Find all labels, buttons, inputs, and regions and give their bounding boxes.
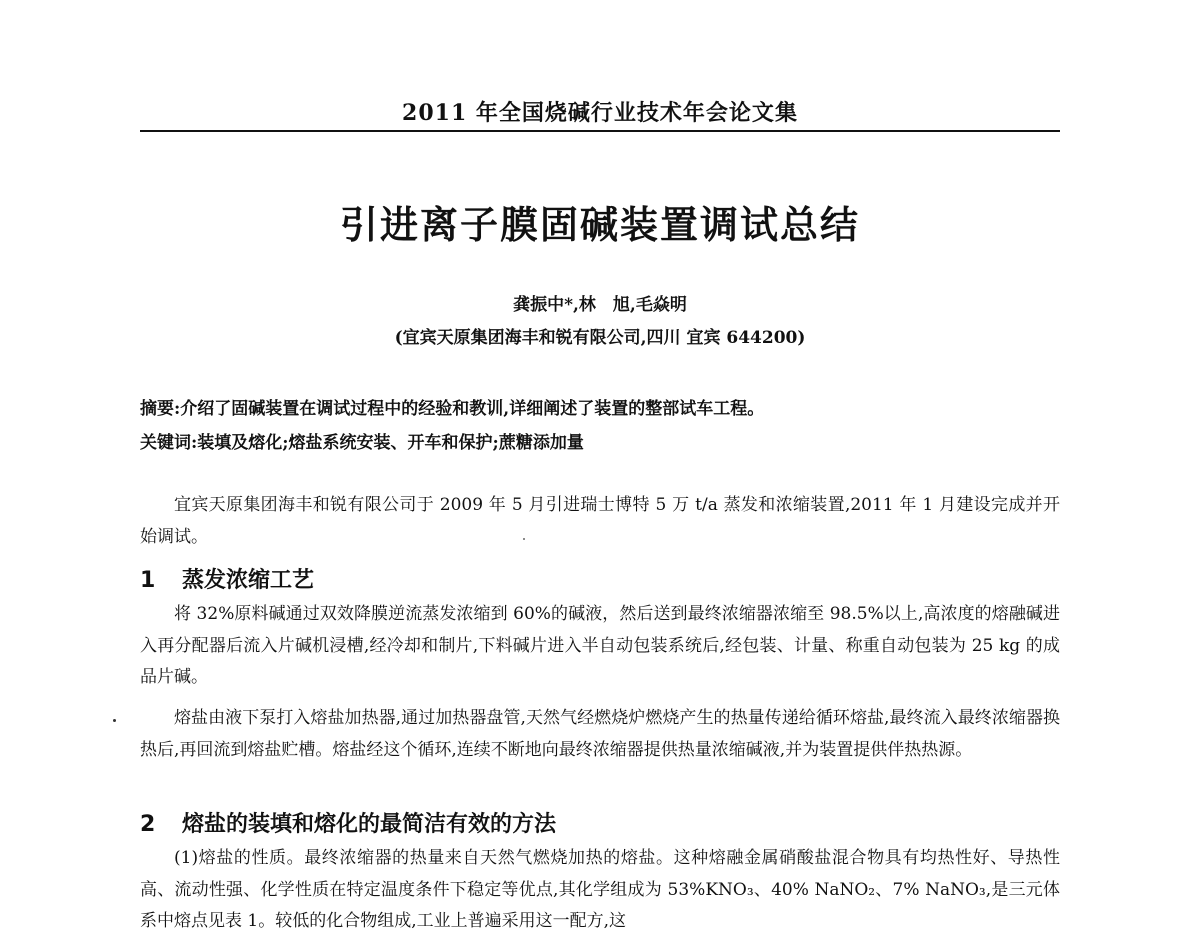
running-head: 2011 年全国烧碱行业技术年会论文集 [402,100,798,126]
keywords-text: 装填及熔化;熔盐系统安装、开车和保护;蔗糖添加量 [197,433,584,453]
section-2-paragraph-1: (1)熔盐的性质。最终浓缩器的热量来自天然气燃烧加热的熔盐。这种熔融金属硝酸盐混合物具有均热性好、导热性高、流动性强、化学性质在特定温度条件下稳定等优点,其化学组成为 53%KNO₃、40% NaNO₂、7% NaNO₃,是三元体系中熔点见表 1。较低的化合物组成,工业上普遍采用这一配方,这 [140,848,1060,931]
intro-paragraph: 宜宾天原集团海丰和锐有限公司于 2009 年 5 月引进瑞士博特 5 万 t/a 蒸发和浓缩装置,2011 年 1 月建设完成并开始调试。 [140,495,1060,547]
abstract [140,394,1060,419]
scan-speck [113,719,116,722]
affiliation: (宜宾天原集团海丰和锐有限公司,四川 宜宾 644200) [394,328,806,348]
paper-title: 引进离子膜固碱装置调试总结 [339,203,860,247]
section-2-heading [140,807,1060,838]
section-1-title: 蒸发浓缩工艺 [182,568,315,593]
section-2-title: 熔盐的装填和熔化的最简洁有效的方法 [182,812,557,837]
keywords [140,428,1060,453]
section-1-heading [140,563,1060,594]
abstract-text: 介绍了固碱装置在调试过程中的经验和教训,详细阐述了装置的整部试车工程。 [180,399,765,419]
header-rule [140,130,1060,132]
section-1-paragraph-2: 熔盐由液下泵打入熔盐加热器,通过加热器盘管,天然气经燃烧炉燃烧产生的热量传递给循环熔盐,最终流入最终浓缩器换热后,再回流到熔盐贮槽。熔盐经这个循环,连续不断地向最终浓缩器提供热量浓缩碱液,并为装置提供伴热热源。 [140,708,1060,760]
abstract-label: 摘要: [140,399,181,419]
keywords-label: 关键词: [140,433,198,453]
section-1-paragraph-1: 将 32%原料碱通过双效降膜逆流蒸发浓缩到 60%的碱液，然后送到最终浓缩器浓缩至 98.5%以上,高浓度的熔融碱进入再分配器后流入片碱机浸槽,经冷却和制片,下料碱片进入半自动包装系统后,经包装、计量、称重自动包装为 25 kg 的成品片碱。 [140,604,1060,687]
section-2-number: 2 [140,812,156,837]
section-1-number: 1 [140,568,156,593]
scan-speck [523,538,525,540]
authors: 龚振中*,林 旭,毛焱明 [513,295,687,315]
